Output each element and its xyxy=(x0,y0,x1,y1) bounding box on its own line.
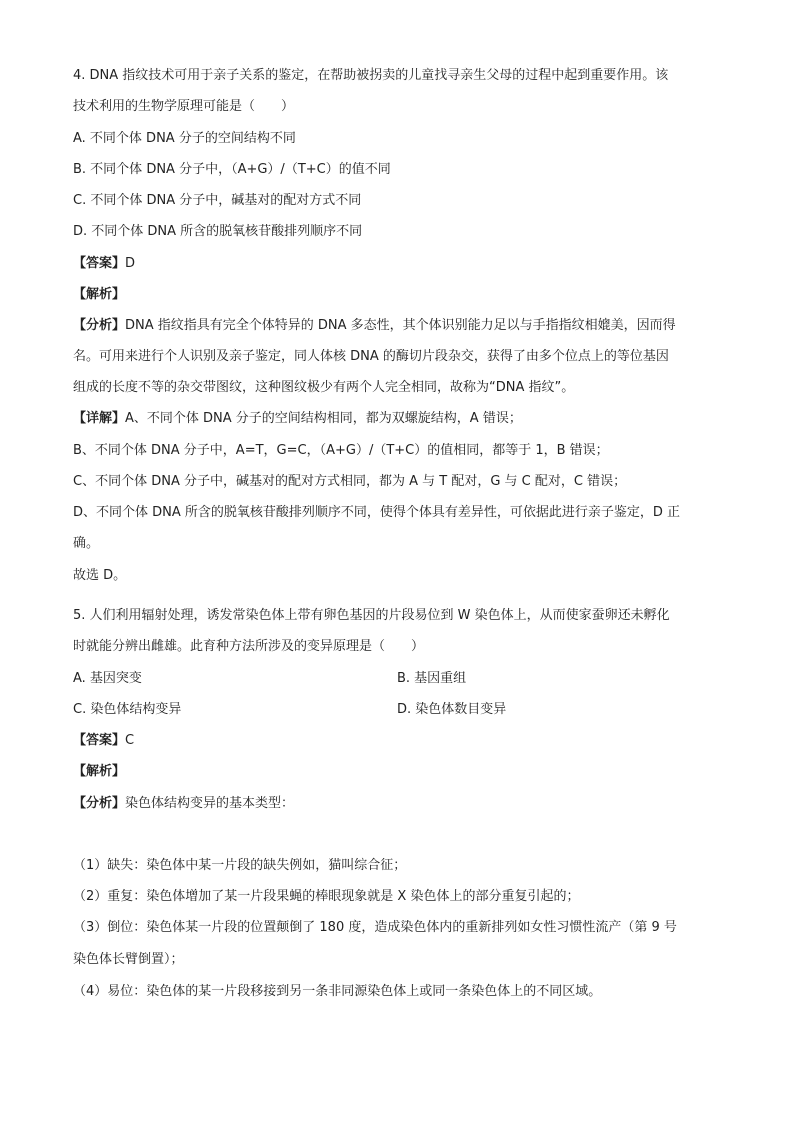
q5-answer xyxy=(73,731,134,751)
q4-detail-line4: D、不同个体 DNA 所含的脱氧核苷酸排列顺序不同，使得个体具有差异性，可依据此进行亲子鉴定，D 正 xyxy=(73,505,681,520)
q4-option-b: B. 不同个体 DNA 分子中，（A+G）/（T+C）的值不同 xyxy=(73,162,391,177)
q5-fenxi-label: 【分析】 xyxy=(73,796,126,811)
q5-item4: （4）易位：染色体的某一片段移接到另一条非同源染色体上或同一条染色体上的不同区域。 xyxy=(73,984,602,999)
q4-analysis-tag: 【解析】 xyxy=(73,287,126,302)
q5-answer-value: C xyxy=(125,733,135,748)
q4-option-d: D. 不同个体 DNA 所含的脱氧核苷酸排列顺序不同 xyxy=(73,224,363,239)
q4-detail-text1: A、不同个体 DNA 分子的空间结构相同，都为双螺旋结构，A 错误； xyxy=(125,411,522,426)
q5-fenxi-text: 染色体结构变异的基本类型： xyxy=(125,796,295,811)
q5-stem-line2: 时就能分辨出雌雄。此育种方法所涉及的变异原理是（ ） xyxy=(73,639,425,654)
q4-answer xyxy=(73,254,135,274)
q4-fenxi-text1: DNA 指纹指具有完全个体特异的 DNA 多态性，其个体识别能力足以与手指指纹相媲美，因而得 xyxy=(125,318,676,333)
q5-fenxi-line xyxy=(73,794,294,814)
q4-detail-label: 【详解】 xyxy=(73,411,126,426)
q4-detail-line1 xyxy=(73,409,522,429)
q4-detail-line2: B、不同个体 DNA 分子中，A=T，G=C，（A+G）/（T+C）的值相同，都等于 1，B 错误； xyxy=(73,443,609,458)
q4-conclusion: 故选 D。 xyxy=(73,568,127,583)
q4-answer-value: D xyxy=(125,256,136,271)
q5-item3-line1: （3）倒位：染色体某一片段的位置颠倒了 180 度，造成染色体内的重新排列如女性习惯性流产（第 9 号 xyxy=(73,920,677,935)
q4-answer-label: 【答案】 xyxy=(73,256,126,271)
q4-option-c: C. 不同个体 DNA 分子中，碱基对的配对方式不同 xyxy=(73,193,362,208)
q4-stem-line2: 技术利用的生物学原理可能是（ ） xyxy=(73,99,295,114)
q4-analysis-label xyxy=(73,285,125,305)
q4-fenxi-line1 xyxy=(73,316,676,336)
q5-option-a: A. 基因突变 xyxy=(73,671,142,686)
q5-analysis-tag: 【解析】 xyxy=(73,764,126,779)
q4-fenxi-line2: 名。可用来进行个人识别及亲子鉴定，同人体核 DNA 的酶切片段杂交，获得了由多个位点上的等位基因 xyxy=(73,349,669,364)
q5-stem-line1: 5. 人们利用辐射处理，诱发常染色体上带有卵色基因的片段易位到 W 染色体上，从而使家蚕卵还未孵化 xyxy=(73,608,670,623)
q4-fenxi-line3: 组成的长度不等的杂交带图纹，这种图纹极少有两个人完全相同，故称为“DNA 指纹”。 xyxy=(73,380,575,395)
q5-option-c: C. 染色体结构变异 xyxy=(73,702,182,717)
q5-item1: （1）缺失：染色体中某一片段的缺失例如，猫叫综合征； xyxy=(73,858,407,873)
q5-analysis-label xyxy=(73,762,125,782)
q4-fenxi-label: 【分析】 xyxy=(73,318,126,333)
q4-stem-line1: 4. DNA 指纹技术可用于亲子关系的鉴定，在帮助被拐卖的儿童找寻亲生父母的过程中起到重要作用。该 xyxy=(73,68,669,83)
q4-option-a: A. 不同个体 DNA 分子的空间结构不同 xyxy=(73,131,296,146)
q5-option-b: B. 基因重组 xyxy=(397,671,467,686)
q4-detail-line5: 确。 xyxy=(73,536,100,551)
q5-item3-line2: 染色体长臂倒置）； xyxy=(73,952,184,967)
q5-item2: （2）重复：染色体增加了某一片段果蝇的棒眼现象就是 X 染色体上的部分重复引起的； xyxy=(73,889,580,904)
q4-detail-line3: C、不同个体 DNA 分子中，碱基对的配对方式相同，都为 A 与 T 配对，G 与 C 配对，C 错误； xyxy=(73,474,627,489)
q5-option-d: D. 染色体数目变异 xyxy=(397,702,507,717)
q5-answer-label: 【答案】 xyxy=(73,733,126,748)
